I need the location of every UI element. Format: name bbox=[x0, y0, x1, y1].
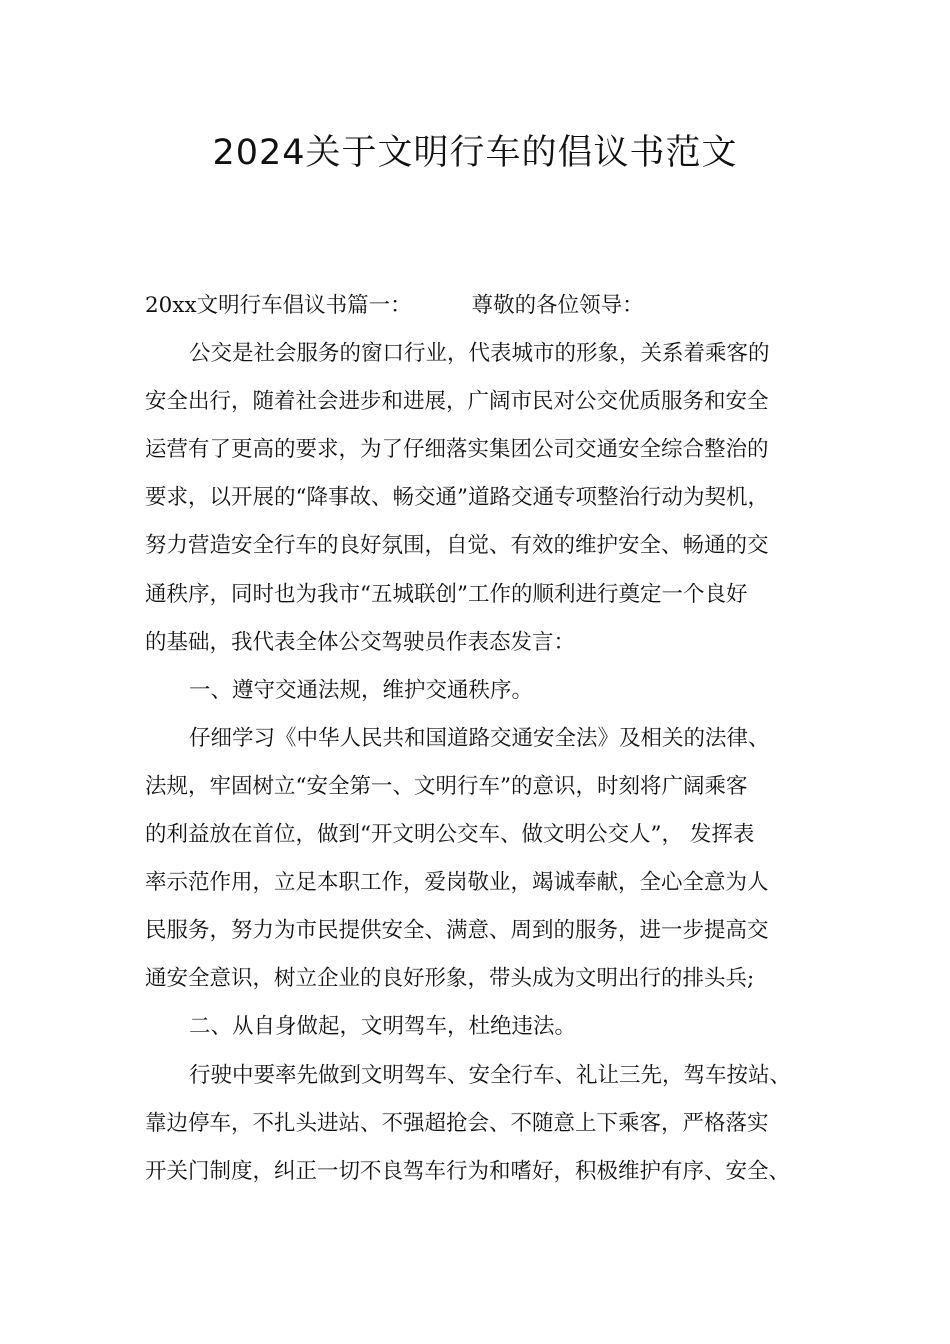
text-line: 的基础，我代表全体公交驾驶员作表态发言： bbox=[145, 629, 576, 655]
document-title: 2024关于文明行车的倡议书范文 bbox=[212, 133, 738, 173]
text-line: 的利益放在首位，做到“开文明公交车、做文明公交人”， 发挥表 bbox=[145, 822, 755, 848]
text-line: 公交是社会服务的窗口行业，代表城市的形象，关系着乘客的 bbox=[189, 341, 770, 367]
heading-line bbox=[145, 282, 825, 330]
text-line: 一、遵守交通法规，维护交通秩序。 bbox=[189, 677, 534, 703]
text-line: 通秩序，同时也为我市“五城联创”工作的顺利进行奠定一个良好 bbox=[145, 581, 748, 607]
text-line: 运营有了更高的要求，为了仔细落实集团公司交通安全综合整治的 bbox=[145, 437, 769, 463]
text-line: 法规，牢固树立“安全第一、文明行车”的意识，时刻将广阔乘客 bbox=[145, 773, 748, 799]
heading-left: 20xx文明行车倡议书篇一： bbox=[145, 293, 412, 318]
text-line: 努力营造安全行车的良好氛围，自觉、有效的维护安全、畅通的交 bbox=[145, 533, 769, 559]
heading-salutation: 尊敬的各位领导： bbox=[471, 293, 644, 318]
text-line: 行驶中要率先做到文明驾车、安全行车、礼让三先，驾车按站、 bbox=[189, 1062, 792, 1088]
text-line: 仔细学习《中华人民共和国道路交通安全法》及相关的法律、 bbox=[189, 725, 770, 751]
text-line: 靠边停车，不扎头进站、不强超抢会、不随意上下乘客，严格落实 bbox=[145, 1110, 769, 1136]
document-body bbox=[145, 282, 825, 1196]
text-line: 要求，以开展的“降事故、畅交通”道路交通专项整治行动为契机， bbox=[145, 485, 769, 511]
text-line: 开关门制度，纠正一切不良驾车行为和嗜好，积极维护有序、安全、 bbox=[145, 1158, 791, 1184]
text-line: 民服务，努力为市民提供安全、满意、周到的服务，进一步提高交 bbox=[145, 918, 769, 944]
text-line: 率示范作用，立足本职工作，爱岗敬业，竭诚奉献，全心全意为人 bbox=[145, 870, 769, 896]
text-line: 二、从自身做起，文明驾车，杜绝违法。 bbox=[189, 1014, 577, 1040]
text-line: 通安全意识，树立企业的良好形象，带头成为文明出行的排头兵; bbox=[145, 966, 755, 992]
text-line: 安全出行，随着社会进步和进展，广阔市民对公交优质服务和安全 bbox=[145, 389, 769, 415]
